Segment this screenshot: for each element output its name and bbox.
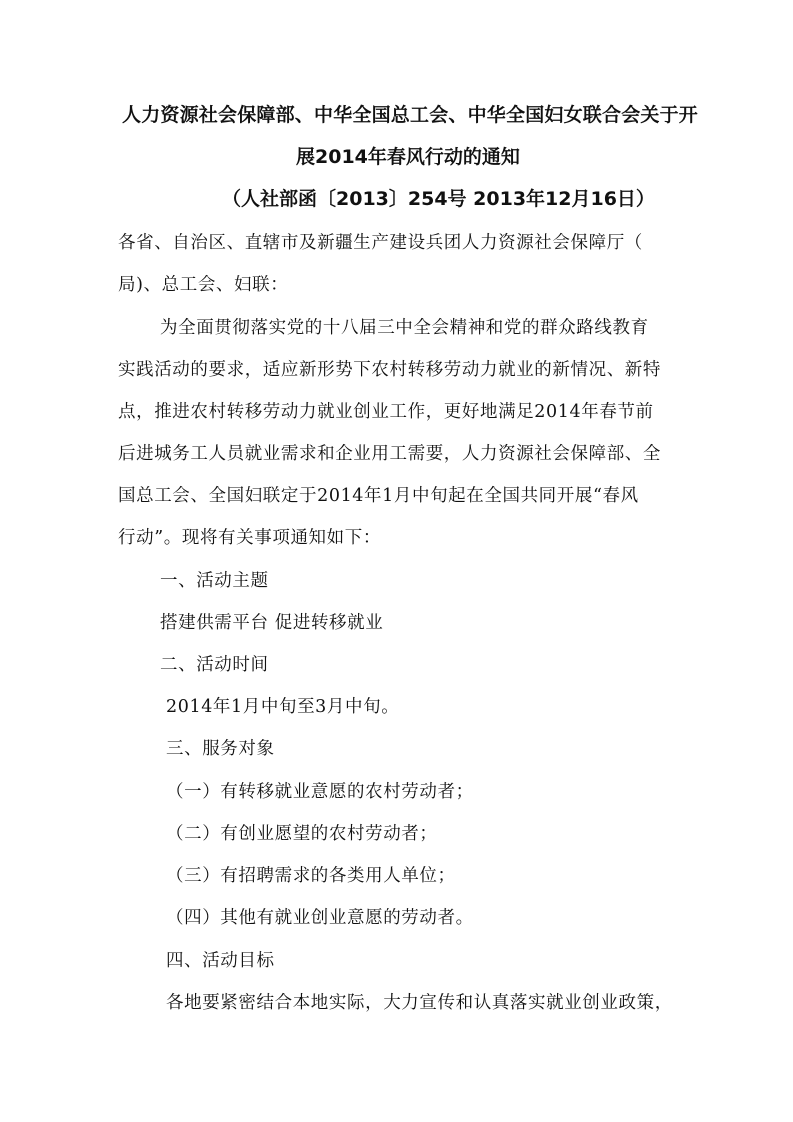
intro-paragraph-line-6: 行动”。现将有关事项通知如下： [118, 528, 381, 548]
intro-paragraph-line-1: 为全面贯彻落实党的十八届三中全会精神和党的群众路线教育 [160, 318, 649, 338]
section-1-heading: 一、活动主题 [160, 571, 269, 591]
section-2-heading: 二、活动时间 [160, 655, 269, 675]
section-3-item-2: （二）有创业愿望的农村劳动者； [166, 824, 438, 844]
addressee-line-1: 各省、自治区、直辖市及新疆生产建设兵团人力资源社会保障厅（ [118, 233, 643, 253]
section-2-text: 2014年1月中旬至3月中旬。 [166, 697, 400, 717]
intro-paragraph-line-4: 后进城务工人员就业需求和企业用工需要，人力资源社会保障部、全 [118, 444, 661, 464]
section-3-item-3: （三）有招聘需求的各类用人单位； [166, 866, 456, 886]
document-title-line-2: 展2014年春风行动的通知 [296, 146, 520, 168]
intro-paragraph-line-5: 国总工会、全国妇联定于2014年1月中旬起在全国共同开展“春风 [118, 486, 639, 506]
intro-paragraph-line-2: 实践活动的要求，适应新形势下农村转移劳动力就业的新情况、新特 [118, 360, 661, 380]
section-3-item-4: （四）其他有就业创业意愿的劳动者。 [166, 908, 474, 928]
section-4-heading: 四、活动目标 [166, 951, 275, 971]
intro-paragraph-line-3: 点，推进农村转移劳动力就业创业工作，更好地满足2014年春节前 [118, 402, 654, 422]
section-3-heading: 三、服务对象 [166, 739, 275, 759]
section-4-text: 各地要紧密结合本地实际，大力宣传和认真落实就业创业政策， [166, 993, 673, 1013]
document-title-line-1: 人力资源社会保障部、中华全国总工会、中华全国妇女联合会关于开 [122, 104, 699, 126]
section-3-item-1: （一）有转移就业意愿的农村劳动者； [166, 782, 474, 802]
addressee-line-2: 局)、总工会、妇联： [118, 275, 289, 295]
document-number-and-date: （人社部函〔2013〕254号 2013年12月16日） [222, 188, 655, 210]
section-1-text: 搭建供需平台 促进转移就业 [160, 613, 384, 633]
